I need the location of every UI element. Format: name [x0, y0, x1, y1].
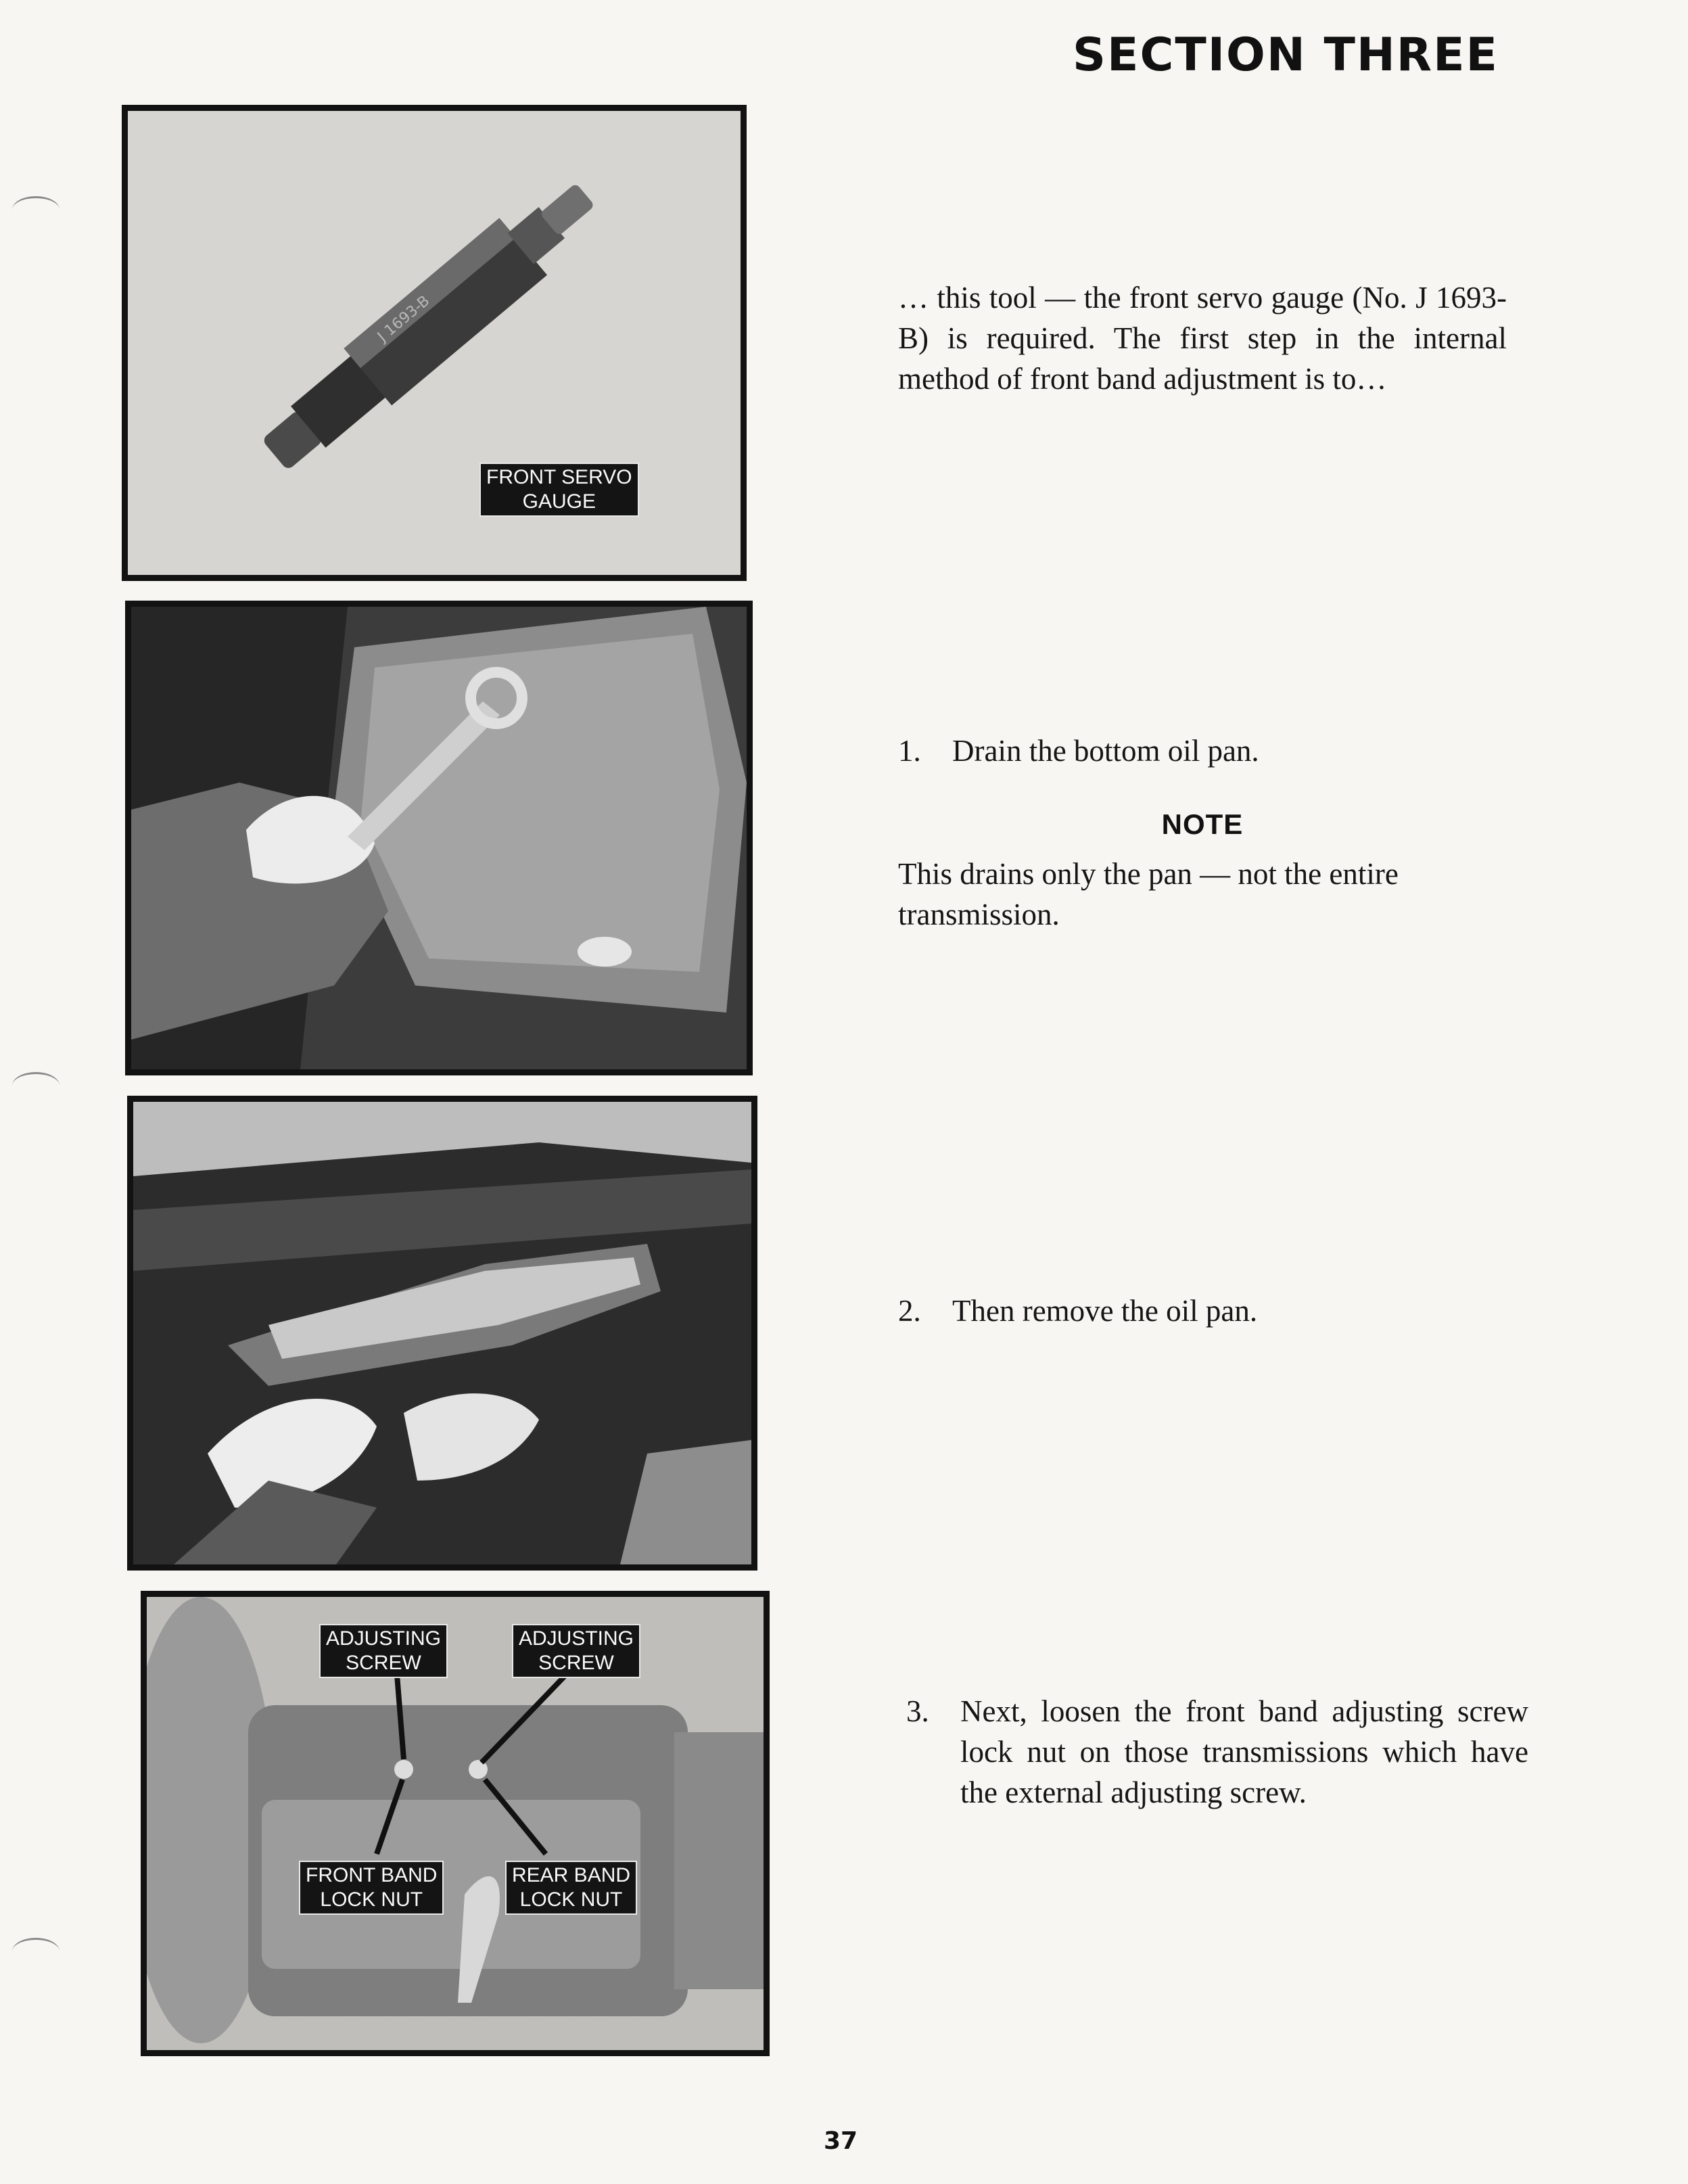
step-number: 2. [898, 1294, 921, 1328]
callout-line: SCREW [538, 1652, 614, 1674]
drain-oil-pan-illustration [131, 607, 747, 1069]
transmission-illustration [147, 1597, 764, 2050]
remove-oil-pan-illustration [133, 1102, 751, 1564]
step-text: Then remove the oil pan. [952, 1294, 1258, 1328]
front-adjusting-screw-callout [319, 1624, 448, 1678]
note-title: NOTE [1161, 808, 1244, 840]
intro-paragraph: … this tool — the front servo gauge (No. J 1693-B) is required. The first step in the internal method of front band adjustment is to… [898, 281, 1507, 396]
callout-line: FRONT SERVO [486, 466, 632, 488]
callout-line: LOCK NUT [519, 1888, 623, 1911]
punch-hole-mark [12, 1938, 60, 1965]
rear-adjusting-screw-callout [512, 1624, 640, 1678]
step-number: 1. [898, 734, 921, 768]
drain-oil-pan-photo [125, 601, 753, 1075]
rear-band-lock-nut-callout [505, 1861, 637, 1915]
punch-hole-mark [12, 1072, 60, 1099]
front-servo-gauge-photo [122, 105, 747, 581]
callout-line: GAUGE [522, 490, 596, 513]
note-text: This drains only the pan — not the entire transmission. [898, 857, 1399, 931]
remove-oil-pan-photo [127, 1096, 757, 1571]
callout-line: REAR BAND [512, 1864, 631, 1886]
step-2 [898, 1291, 1507, 1331]
step-text: Next, loosen the front band adjusting screw lock nut on those transmissions which have the external adjusting screw. [960, 1694, 1528, 1809]
step-number: 3. [906, 1694, 929, 1728]
step-3 [906, 1691, 1528, 1813]
punch-hole-mark [12, 196, 60, 223]
callout-line: LOCK NUT [320, 1888, 423, 1911]
step-1 [898, 730, 1507, 771]
callout-line: SCREW [346, 1652, 421, 1674]
svg-text:J 1693-B: J 1693-B [374, 292, 433, 346]
page-number: 37 [824, 2127, 858, 2155]
front-servo-gauge-illustration [128, 111, 741, 575]
callout-line: FRONT BAND [306, 1864, 438, 1886]
callout-line: ADJUSTING [519, 1627, 634, 1650]
front-band-lock-nut-callout [299, 1861, 444, 1915]
step-text: Drain the bottom oil pan. [952, 734, 1259, 768]
callout-line: ADJUSTING [326, 1627, 442, 1650]
front-servo-gauge-callout [479, 463, 639, 517]
transmission-adjusting-screws-photo [141, 1591, 770, 2056]
section-title: SECTION THREE [1073, 28, 1499, 82]
